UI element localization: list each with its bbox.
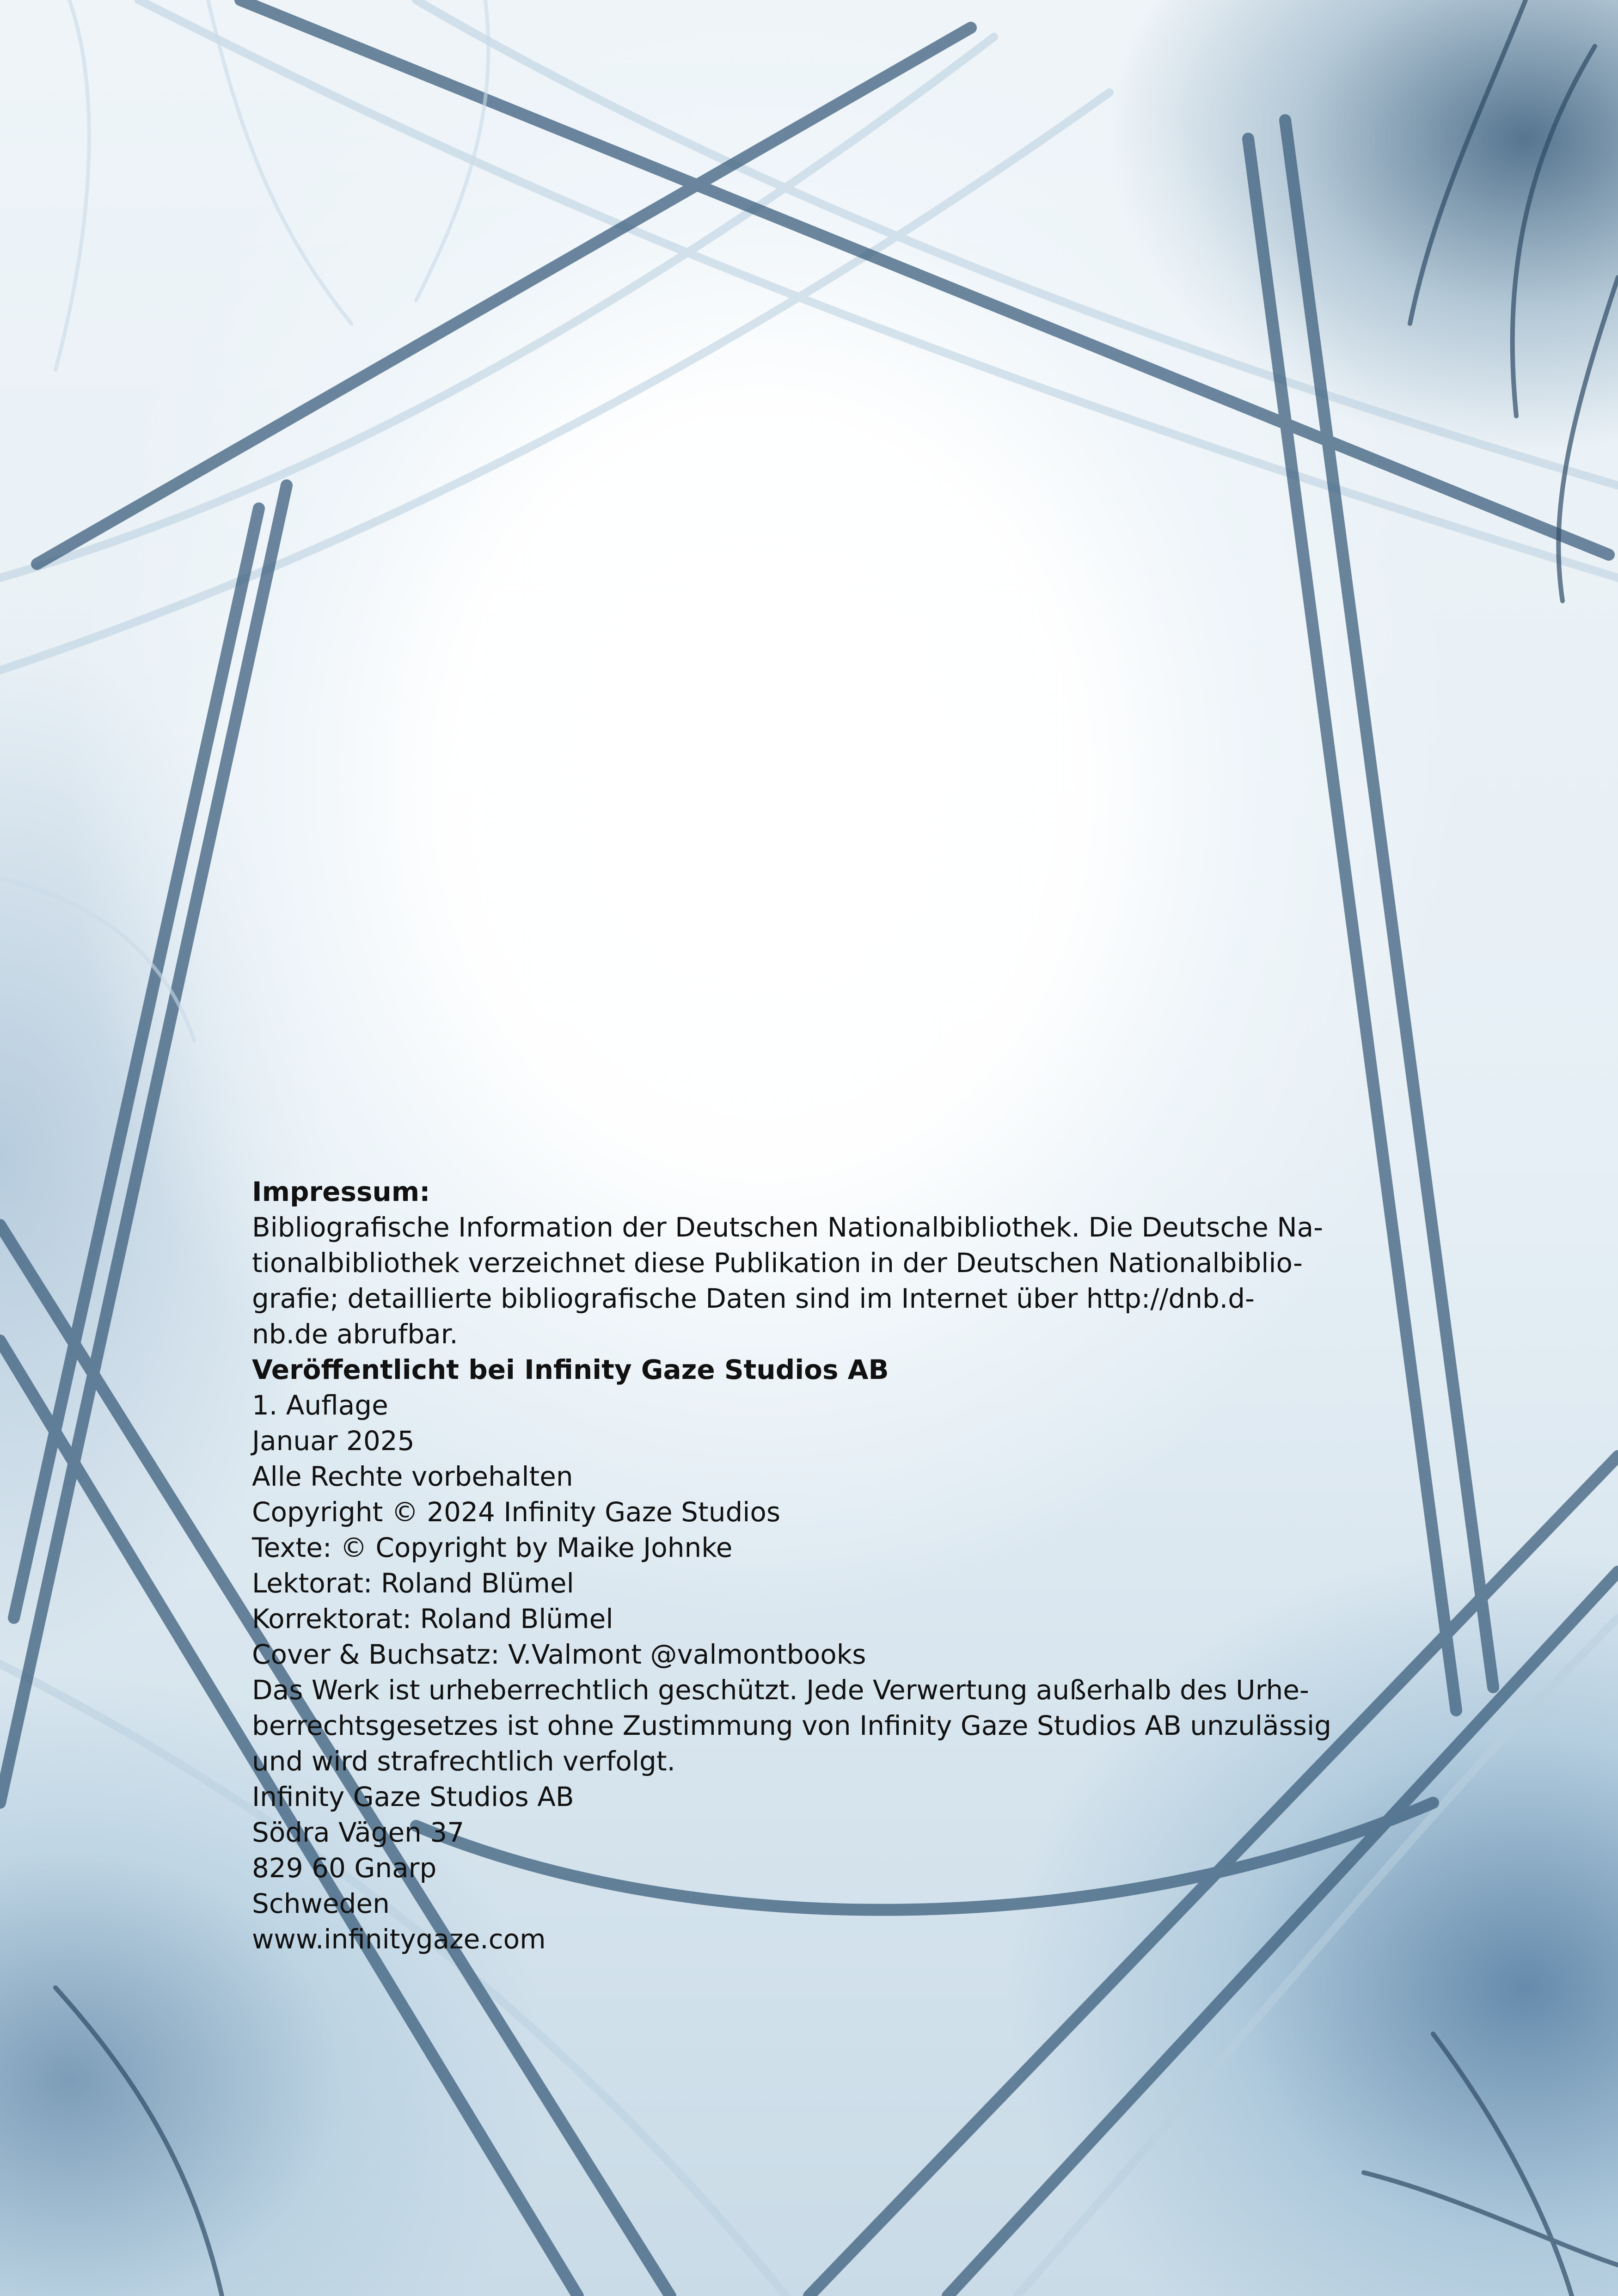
bibliographic-line: Bibliografische Information der Deutschen Nationalbibliothek. Die Deutsche Na-	[252, 1212, 1324, 1243]
publication-date: Januar 2025	[252, 1425, 415, 1457]
imprint-heading: Impressum:	[252, 1176, 430, 1207]
editing-credit: Lektorat: Roland Blümel	[252, 1567, 574, 1599]
proofreading-credit: Korrektorat: Roland Blümel	[252, 1603, 613, 1635]
rights-notice: Alle Rechte vorbehalten	[252, 1461, 573, 1492]
address-country: Schweden	[252, 1888, 390, 1919]
address-street: Södra Vägen 37	[252, 1817, 465, 1848]
edition: 1. Auflage	[252, 1390, 388, 1421]
imprint-text-block	[252, 1174, 1371, 1957]
publisher-line: Veröffentlicht bei Infinity Gaze Studios AB	[252, 1354, 889, 1385]
address-company: Infinity Gaze Studios AB	[252, 1781, 574, 1812]
legal-line: berrechtsgesetzes ist ohne Zustimmung von Infinity Gaze Studios AB unzulässig	[252, 1710, 1331, 1741]
legal-line: Das Werk ist urheberrechtlich geschützt. Jede Verwertung außerhalb des Urhe-	[252, 1674, 1309, 1706]
address-postal-city: 829 60 Gnarp	[252, 1852, 437, 1884]
copyright-notice: Copyright © 2024 Infinity Gaze Studios	[252, 1496, 781, 1528]
bibliographic-line: tionalbibliothek verzeichnet diese Publikation in der Deutschen Nationalbiblio-	[252, 1247, 1303, 1279]
bibliographic-line: nb.de abrufbar.	[252, 1318, 458, 1350]
texts-credit: Texte: © Copyright by Maike Johnke	[252, 1532, 733, 1563]
bibliographic-line: grafie; detaillierte bibliografische Daten sind im Internet über http://dnb.d-	[252, 1283, 1255, 1314]
cover-credit: Cover & Buchsatz: V.Valmont @valmontbooks	[252, 1639, 866, 1670]
website-link[interactable]: www.infinitygaze.com	[252, 1923, 546, 1955]
legal-line: und wird strafrechtlich verfolgt.	[252, 1745, 675, 1777]
